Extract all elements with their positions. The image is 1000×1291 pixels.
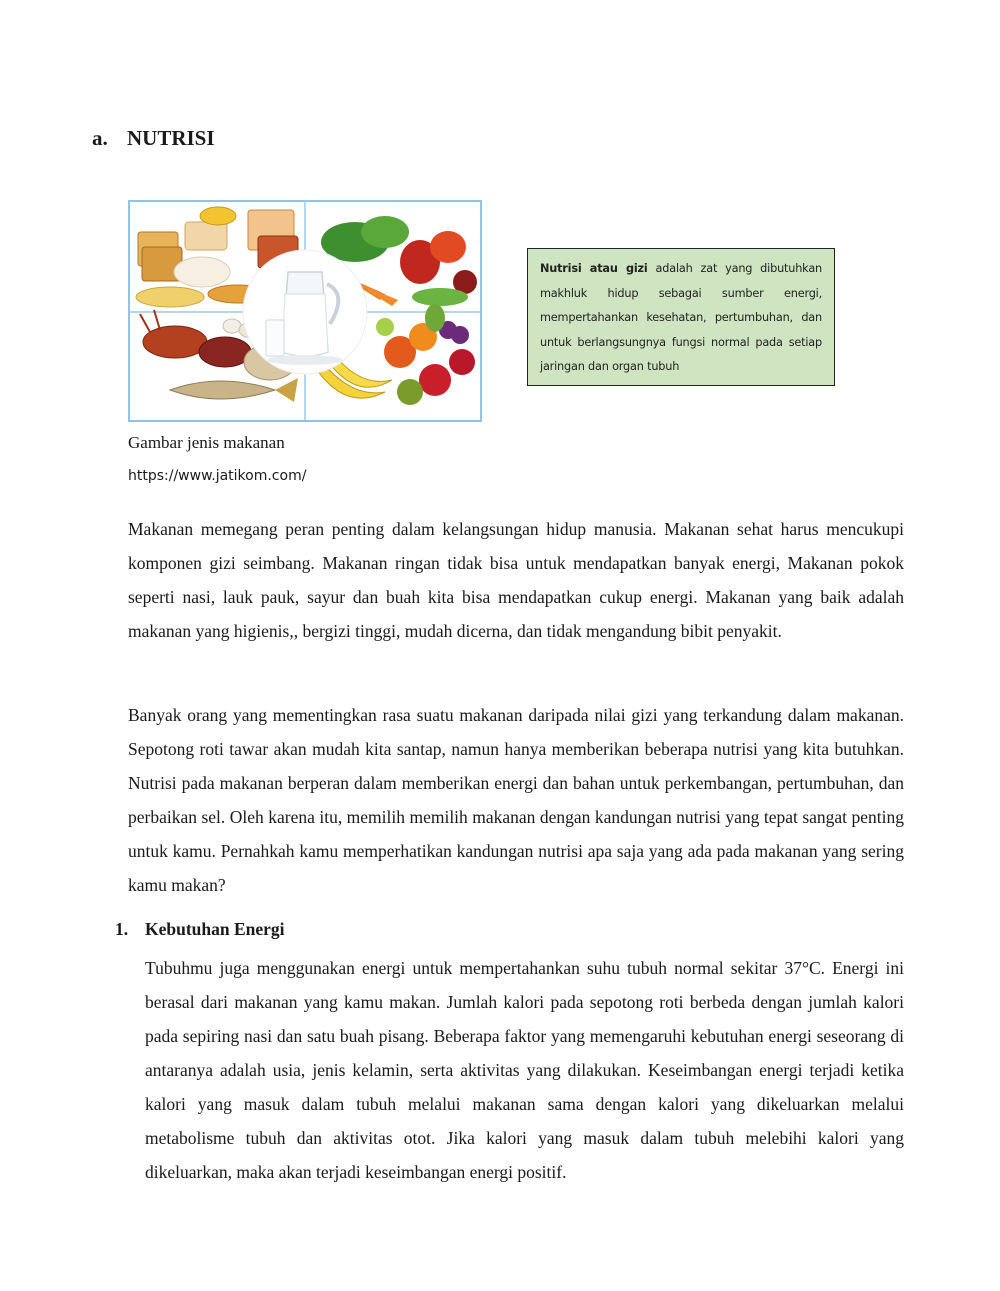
paragraph-food-importance: Makanan memegang peran penting dalam kelangsungan hidup manusia. Makanan sehat harus mencukupi komponen gizi seimbang. Makanan ringan tidak bisa untuk mendapatkan banyak energi, Makanan pokok seperti nasi, lauk pauk, sayur dan buah kita bisa mendapatkan cukup energi. Makanan yang baik adalah makanan yang higienis,, bergizi tinggi, mudah dicerna, dan tidak mengandung bibit penyakit. [128,519,904,641]
food-types-image [128,200,482,422]
definition-text: adalah zat yang dibutuhkan makhluk hidup sebagai sumber energi, mempertahankan kesehatan, pertumbuhan, dan untuk berlangsungnya fungsi normal pada setiap jaringan dan organ tubuh [540,262,822,373]
paragraph-energy-needs: Tubuhmu juga menggunakan energi untuk mempertahankan suhu tubuh normal sekitar 37°C. Energi ini berasal dari makanan yang kamu makan. Jumlah kalori pada sepotong roti berbeda dengan jumlah kalori pada sepiring nasi dan satu buah pisang. Beberapa faktor yang memengaruhi kebutuhan energi seseorang di antaranya adalah usia, jenis kelamin, serta aktivitas yang dilakukan. Keseimbangan energi terjadi ketika kalori yang masuk dalam tubuh melalui makanan sama dengan kalori yang dikeluarkan melalui metabolisme tubuh dan aktivitas otot. Jika kalori yang masuk dalam tubuh melebihi kalori yang dikeluarkan, maka akan terjadi keseimbangan energi positif. [145,958,904,1182]
subsection-heading [115,919,285,940]
subsection-title: Kebutuhan Energi [145,919,285,939]
paragraph-nutrition-value: Banyak orang yang mementingkan rasa suatu makanan daripada nilai gizi yang terkandung dalam makanan. Sepotong roti tawar akan mudah kita santap, namun hanya memberikan beberapa nutrisi yang kita butuhkan. Nutrisi pada makanan berperan dalam memberikan energi dan bahan untuk perkembangan, pertumbuhan, dan perbaikan sel. Oleh karena itu, memilih memilih makanan dengan kandungan nutrisi yang tepat sangat penting untuk kamu. Pernahkah kamu memperhatikan kandungan nutrisi apa saja yang ada pada makanan yang sering kamu makan? [128,705,904,895]
section-number: a. [92,126,108,150]
milk-jug-icon [243,250,367,374]
section-heading [92,126,215,151]
definition-box [527,248,835,386]
figure-source: https://www.jatikom.com/ [128,468,307,484]
figure-caption: Gambar jenis makanan [128,433,285,452]
subsection-number: 1. [115,919,129,939]
section-title: NUTRISI [127,126,215,150]
definition-term: Nutrisi atau gizi [540,262,648,275]
